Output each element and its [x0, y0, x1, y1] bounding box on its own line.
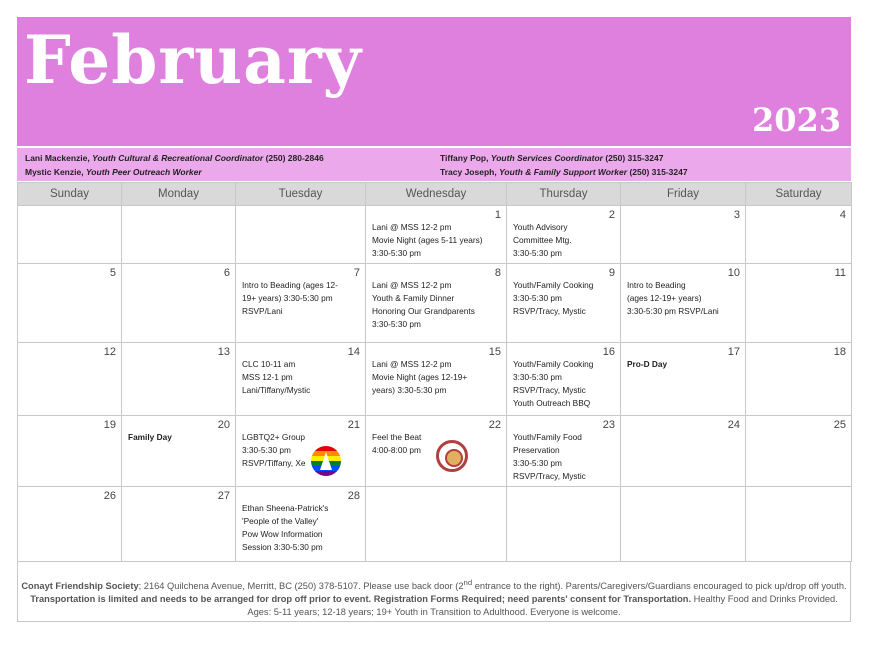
event-list: [242, 279, 361, 318]
event-line: 3:30-5:30 pm: [513, 293, 562, 303]
week-row: [18, 206, 852, 264]
event-list: [627, 358, 741, 371]
day-number: 28: [347, 490, 360, 502]
day-cell: [366, 206, 507, 264]
day-cell: [122, 343, 236, 416]
event-list: [513, 358, 616, 410]
event-line: Youth & Family Dinner: [372, 293, 455, 303]
week-row: [18, 264, 852, 343]
event-list: [513, 279, 616, 318]
day-cell: [621, 416, 746, 487]
day-cell: [18, 264, 122, 343]
event-line: CLC 10-11 am: [242, 359, 296, 369]
event-list: [242, 431, 361, 470]
event-line: Session 3:30-5:30 pm: [242, 542, 323, 552]
week-row: [18, 343, 852, 416]
month-title: February: [24, 21, 363, 99]
weekday-label: Sunday: [18, 183, 122, 206]
event-list: [513, 221, 616, 260]
event-line: RSVP/Tracy, Mystic: [513, 471, 586, 481]
day-number: 14: [347, 346, 360, 358]
event-list: [242, 502, 361, 554]
day-cell: [122, 416, 236, 487]
event-line: Lani @ MSS 12-2 pm: [372, 359, 452, 369]
day-cell: [746, 343, 852, 416]
day-cell: [18, 343, 122, 416]
event-line: LGBTQ2+ Group: [242, 432, 305, 442]
event-list: [372, 279, 502, 331]
day-number: 27: [217, 490, 230, 502]
day-cell: [621, 343, 746, 416]
event-line: (ages 12-19+ years): [627, 293, 702, 303]
day-number: 24: [727, 419, 740, 431]
event-line: 'People of the Valley': [242, 516, 319, 526]
event-line: 3:30-5:30 pm: [372, 319, 421, 329]
event-line: Committee Mtg.: [513, 235, 572, 245]
event-line: 3:30-5:30 pm: [513, 248, 562, 258]
day-number: 23: [602, 419, 615, 431]
staff-contact: Tiffany Pop, Youth Services Coordinator (250) 315-3247: [440, 153, 664, 163]
day-number: 13: [217, 346, 230, 358]
event-line: Lani/Tiffany/Mystic: [242, 385, 311, 395]
event-list: [128, 431, 231, 444]
day-number: 3: [733, 209, 740, 221]
staff-contact: Lani Mackenzie, Youth Cultural & Recreational Coordinator (250) 280-2846: [25, 153, 324, 163]
day-number: 26: [103, 490, 116, 502]
day-number: 25: [833, 419, 846, 431]
event-line: 3:30-5:30 pm RSVP/Lani: [627, 306, 719, 316]
event-line: 3:30-5:30 pm: [513, 372, 562, 382]
event-line: Honoring Our Grandparents: [372, 306, 475, 316]
event-line: 4:00-8:00 pm: [372, 445, 421, 455]
weekday-label: Tuesday: [236, 183, 366, 206]
day-number: 7: [353, 267, 360, 279]
weekday-label: Monday: [122, 183, 236, 206]
empty-day-cell: [366, 487, 507, 562]
day-cell: [621, 264, 746, 343]
day-cell: [507, 264, 621, 343]
event-list: [627, 279, 741, 318]
weekday-label: Wednesday: [366, 183, 507, 206]
weekday-label: Saturday: [746, 183, 852, 206]
year-title: 2023: [751, 101, 841, 139]
event-list: [513, 431, 616, 483]
day-cell: [507, 416, 621, 487]
empty-day-cell: [746, 487, 852, 562]
event-line: 3:30-5:30 pm: [513, 458, 562, 468]
day-cell: [507, 206, 621, 264]
day-cell: [746, 264, 852, 343]
empty-day-cell: [18, 206, 122, 264]
day-number: 17: [727, 346, 740, 358]
staff-contact: Tracy Joseph, Youth & Family Support Worker (250) 315-3247: [440, 167, 688, 177]
week-row: [18, 416, 852, 487]
day-cell: [236, 416, 366, 487]
day-cell: [236, 264, 366, 343]
empty-day-cell: [122, 206, 236, 264]
day-cell: [621, 206, 746, 264]
event-line: 19+ years) 3:30-5:30 pm: [242, 293, 333, 303]
day-cell: [366, 264, 507, 343]
event-line: Youth Advisory: [513, 222, 568, 232]
event-line: Lani @ MSS 12-2 pm: [372, 280, 452, 290]
day-number: 9: [608, 267, 615, 279]
day-cell: [18, 416, 122, 487]
day-number: 19: [103, 419, 116, 431]
day-cell: [236, 343, 366, 416]
event-line: 3:30-5:30 pm: [242, 445, 291, 455]
event-line: 3:30-5:30 pm: [372, 248, 421, 258]
calendar-grid: [17, 182, 852, 562]
week-row: [18, 487, 852, 562]
weekday-label: Thursday: [507, 183, 621, 206]
day-number: 11: [834, 267, 846, 279]
event-line: RSVP/Tracy, Mystic: [513, 385, 586, 395]
event-line: Family Day: [128, 432, 172, 442]
event-list: [372, 358, 502, 397]
day-cell: [236, 487, 366, 562]
event-line: Feel the Beat: [372, 432, 422, 442]
day-number: 1: [494, 209, 501, 221]
day-number: 12: [103, 346, 116, 358]
empty-day-cell: [507, 487, 621, 562]
day-number: 10: [727, 267, 740, 279]
event-list: [242, 358, 361, 397]
day-number: 8: [494, 267, 501, 279]
empty-day-cell: [621, 487, 746, 562]
day-number: 21: [347, 419, 360, 431]
event-line: Youth/Family Food: [513, 432, 582, 442]
event-line: Movie Night (ages 12-19+: [372, 372, 468, 382]
staff-contact: Mystic Kenzie, Youth Peer Outreach Worker: [25, 167, 202, 177]
event-line: Pow Wow Information: [242, 529, 323, 539]
day-cell: [507, 343, 621, 416]
day-number: 16: [602, 346, 615, 358]
weekday-label: Friday: [621, 183, 746, 206]
event-line: RSVP/Tracy, Mystic: [513, 306, 586, 316]
day-cell: [18, 487, 122, 562]
event-line: Youth/Family Cooking: [513, 359, 594, 369]
day-number: 6: [223, 267, 230, 279]
event-line: Pro-D Day: [627, 359, 668, 369]
month-banner: [17, 17, 851, 146]
event-line: Lani @ MSS 12-2 pm: [372, 222, 452, 232]
event-line: Preservation: [513, 445, 560, 455]
empty-day-cell: [236, 206, 366, 264]
day-cell: [746, 416, 852, 487]
event-line: Youth/Family Cooking: [513, 280, 594, 290]
day-cell: [366, 343, 507, 416]
weekday-header-row: [18, 183, 852, 206]
day-number: 20: [217, 419, 230, 431]
day-cell: [746, 206, 852, 264]
event-line: RSVP/Lani: [242, 306, 283, 316]
event-line: years) 3:30-5:30 pm: [372, 385, 447, 395]
drum-seal-icon: [436, 440, 468, 472]
event-line: Ethan Sheena-Patrick's: [242, 503, 329, 513]
day-number: 4: [839, 209, 846, 221]
day-number: 5: [109, 267, 116, 279]
event-line: Intro to Beading: [627, 280, 686, 290]
day-cell: [366, 416, 507, 487]
event-line: Movie Night (ages 5-11 years): [372, 235, 483, 245]
pride-flag-icon: [311, 446, 341, 476]
event-line: Youth Outreach BBQ: [513, 398, 591, 408]
day-number: 2: [608, 209, 615, 221]
day-number: 18: [833, 346, 846, 358]
footer-notice: Conayt Friendship Society; 2164 Quilchena Avenue, Merritt, BC (250) 378-5107. Please use back door (2nd entrance to the right). Parents/Caregivers/Guardians encouraged to pick up/drop off youth. Transportation is limited and needs to be arranged for drop off prior to event. Registration Forms Required; need parents' consent for Transportation. Healthy Food and Drinks Provided. Ages: 5-11 years; 12-18 years; 19+ Youth in Transition to Adulthood. Everyone is welcome.: [17, 561, 851, 622]
day-number: 15: [488, 346, 501, 358]
event-list: [372, 221, 502, 260]
staff-contacts: [17, 148, 851, 181]
day-cell: [122, 487, 236, 562]
event-line: Intro to Beading (ages 12-: [242, 280, 338, 290]
event-line: MSS 12-1 pm: [242, 372, 293, 382]
event-line: RSVP/Tiffany, Xe: [242, 458, 306, 468]
day-cell: [122, 264, 236, 343]
day-number: 22: [488, 419, 501, 431]
